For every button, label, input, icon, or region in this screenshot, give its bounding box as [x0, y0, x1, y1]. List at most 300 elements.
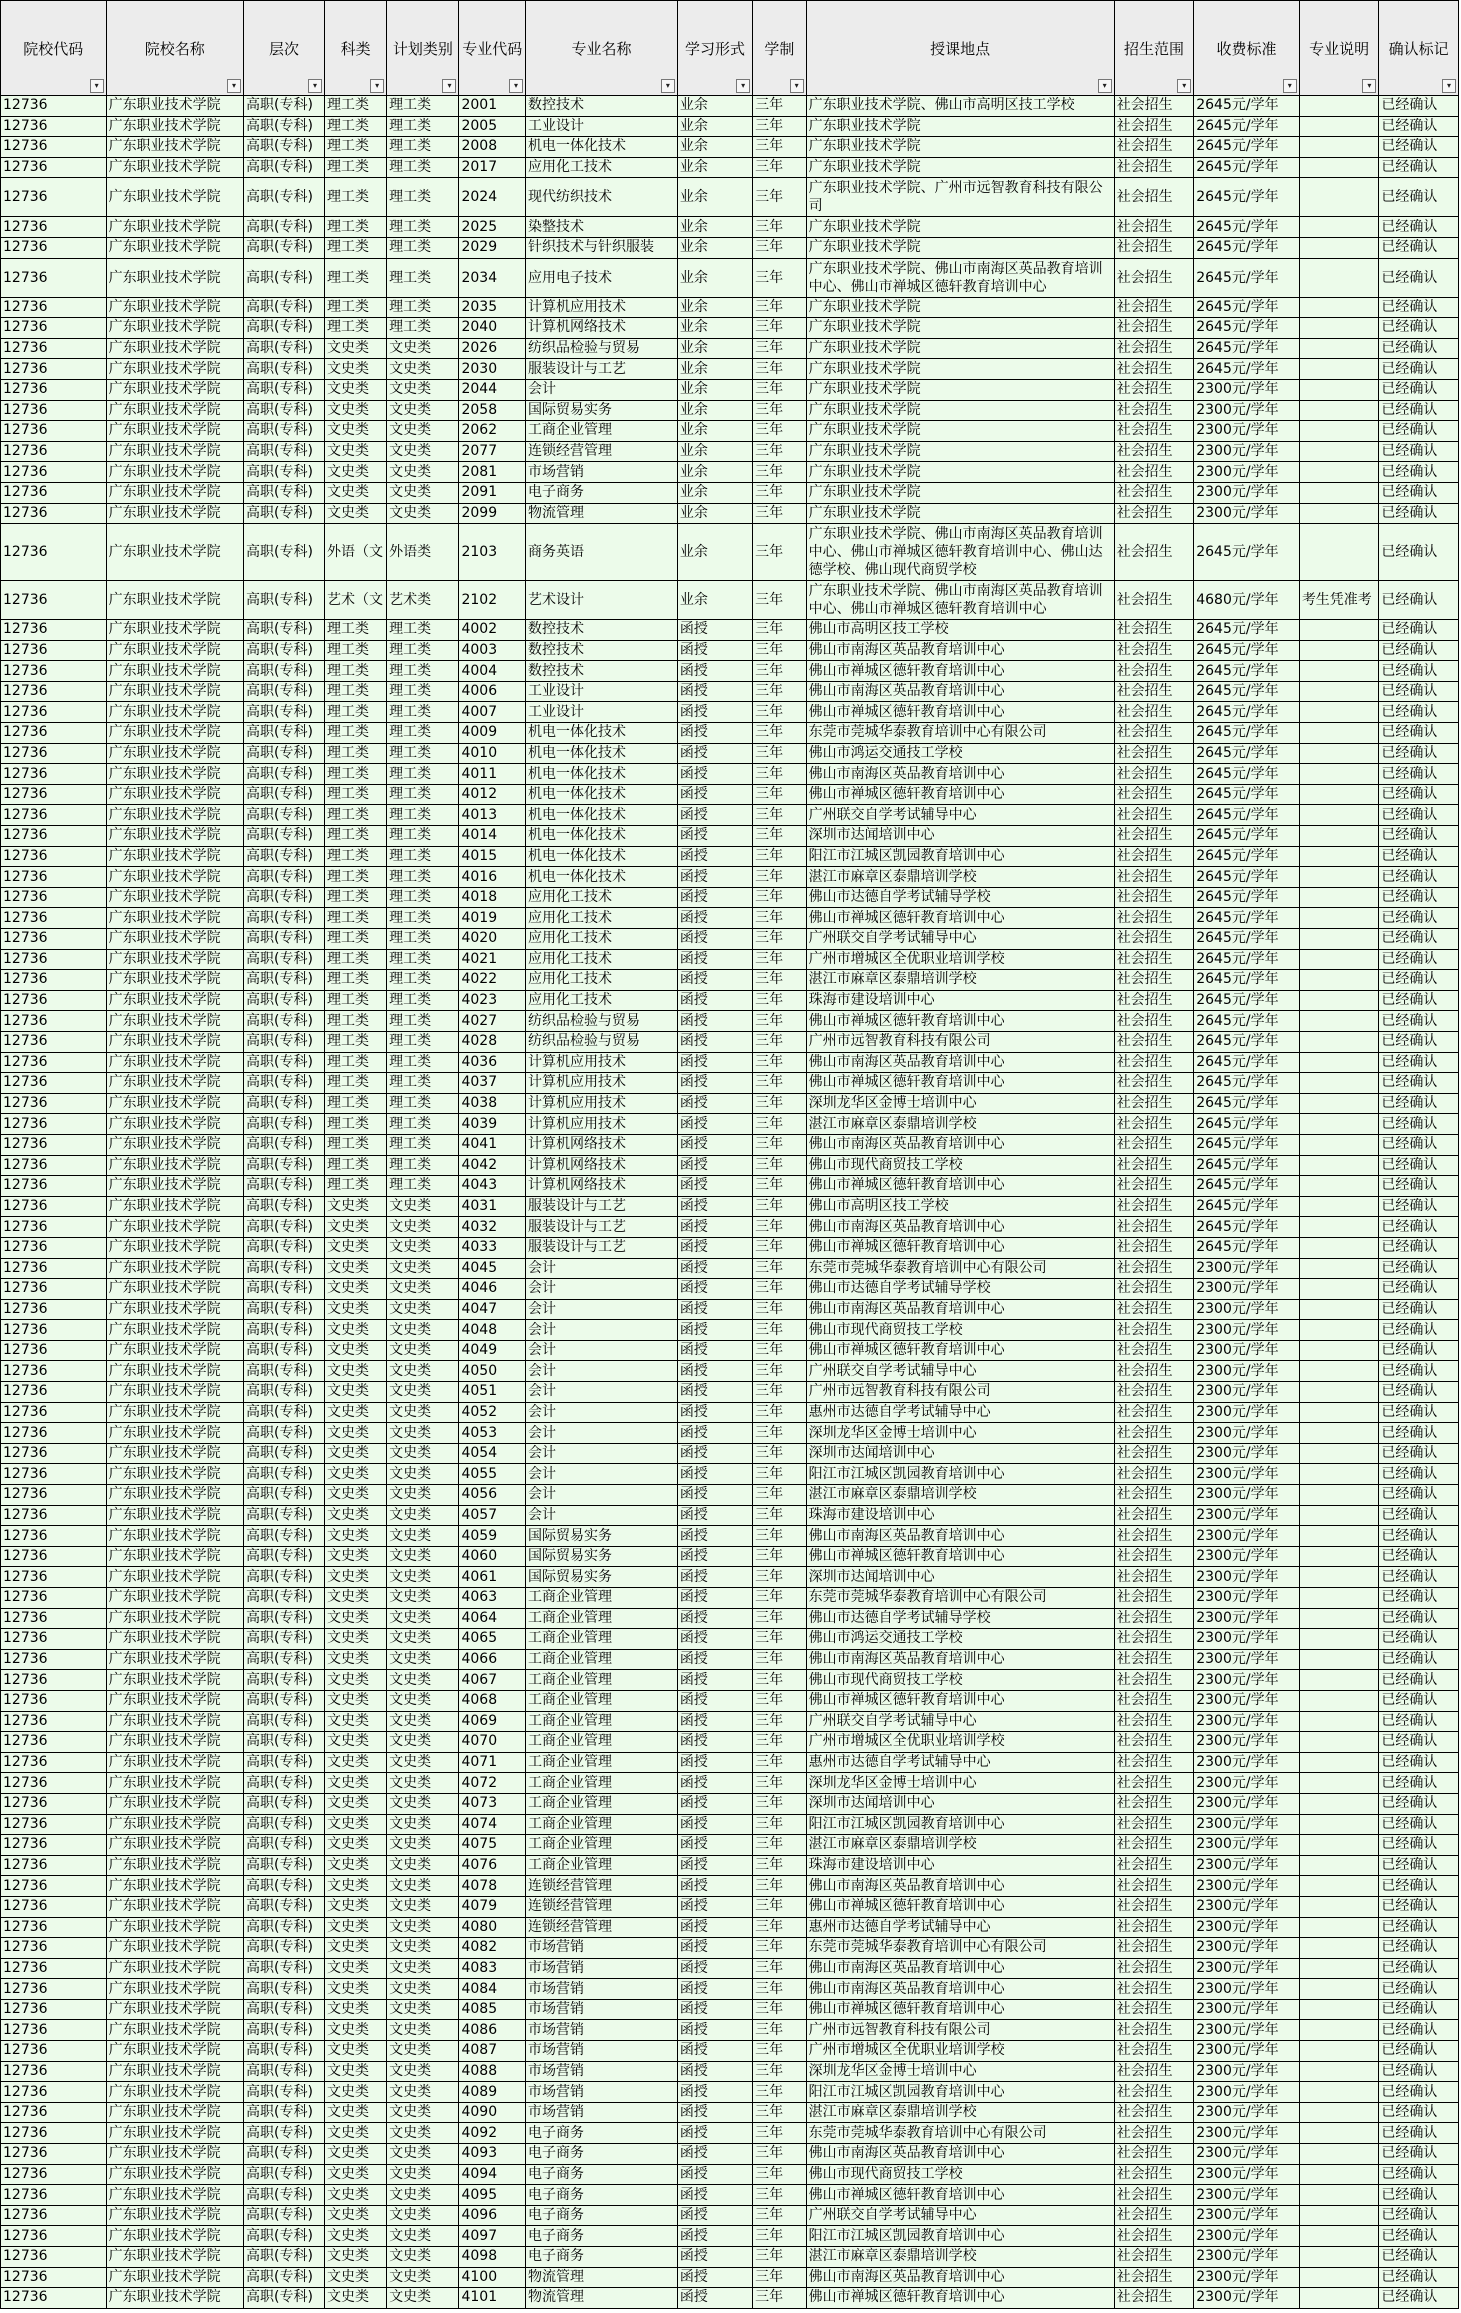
table-row[interactable]: [1, 1588, 1459, 1609]
cell-major-notes[interactable]: [1299, 1217, 1379, 1238]
cell-school-name[interactable]: 广东职业技术学院: [106, 1402, 243, 1423]
cell-level[interactable]: 高职(专科): [243, 1279, 324, 1300]
cell-major-code[interactable]: 4046: [459, 1279, 526, 1300]
cell-major-code[interactable]: 4013: [459, 805, 526, 826]
cell-level[interactable]: 高职(专科): [243, 1382, 324, 1403]
cell-major-code[interactable]: 4004: [459, 661, 526, 682]
cell-teaching-location[interactable]: 广州联交自学考试辅导中心: [806, 929, 1114, 950]
cell-plan-category[interactable]: 文史类: [387, 503, 459, 524]
cell-school-name[interactable]: 广东职业技术学院: [106, 1134, 243, 1155]
cell-plan-category[interactable]: 理工类: [387, 1114, 459, 1135]
cell-major-code[interactable]: 4039: [459, 1114, 526, 1135]
cell-major-code[interactable]: 4055: [459, 1464, 526, 1485]
cell-teaching-location[interactable]: 广州联交自学考试辅导中心: [806, 1361, 1114, 1382]
cell-enrollment-scope[interactable]: 社会招生: [1114, 2061, 1194, 2082]
cell-school-code[interactable]: 12736: [1, 2082, 107, 2103]
cell-duration[interactable]: 三年: [753, 1505, 807, 1526]
cell-major-name[interactable]: 会计: [526, 1299, 678, 1320]
cell-level[interactable]: 高职(专科): [243, 805, 324, 826]
cell-major-name[interactable]: 工商企业管理: [526, 421, 678, 442]
cell-major-name[interactable]: 纺织品检验与贸易: [526, 338, 678, 359]
cell-major-name[interactable]: 市场营销: [526, 462, 678, 483]
cell-fee-standard[interactable]: 2300元/学年: [1194, 2102, 1300, 2123]
cell-level[interactable]: 高职(专科): [243, 1670, 324, 1691]
cell-confirmation[interactable]: 已经确认: [1379, 462, 1459, 483]
cell-study-form[interactable]: 业余: [677, 258, 752, 297]
cell-fee-standard[interactable]: 2300元/学年: [1194, 2288, 1300, 2309]
cell-level[interactable]: 高职(专科): [243, 1711, 324, 1732]
cell-teaching-location[interactable]: 深圳龙华区金博士培训中心: [806, 1093, 1114, 1114]
cell-school-name[interactable]: 广东职业技术学院: [106, 867, 243, 888]
cell-subject-category[interactable]: 理工类: [324, 318, 386, 339]
cell-plan-category[interactable]: 文史类: [387, 1793, 459, 1814]
cell-school-name[interactable]: 广东职业技术学院: [106, 137, 243, 158]
cell-major-notes[interactable]: [1299, 441, 1379, 462]
cell-fee-standard[interactable]: 2645元/学年: [1194, 359, 1300, 380]
cell-duration[interactable]: 三年: [753, 1896, 807, 1917]
filter-dropdown-icon[interactable]: ▾: [1098, 79, 1112, 93]
cell-school-name[interactable]: 广东职业技术学院: [106, 1793, 243, 1814]
cell-enrollment-scope[interactable]: 社会招生: [1114, 1217, 1194, 1238]
cell-enrollment-scope[interactable]: 社会招生: [1114, 338, 1194, 359]
cell-school-name[interactable]: 广东职业技术学院: [106, 2061, 243, 2082]
cell-confirmation[interactable]: 已经确认: [1379, 1320, 1459, 1341]
cell-study-form[interactable]: 函授: [677, 681, 752, 702]
cell-enrollment-scope[interactable]: 社会招生: [1114, 1588, 1194, 1609]
cell-major-notes[interactable]: [1299, 2247, 1379, 2268]
cell-plan-category[interactable]: 文史类: [387, 1732, 459, 1753]
cell-teaching-location[interactable]: 佛山市禅城区德轩教育培训中心: [806, 661, 1114, 682]
cell-major-name[interactable]: 工商企业管理: [526, 1835, 678, 1856]
cell-study-form[interactable]: 函授: [677, 2247, 752, 2268]
cell-duration[interactable]: 三年: [753, 1567, 807, 1588]
cell-fee-standard[interactable]: 2300元/学年: [1194, 1938, 1300, 1959]
cell-major-notes[interactable]: [1299, 1855, 1379, 1876]
cell-level[interactable]: 高职(专科): [243, 1464, 324, 1485]
cell-major-notes[interactable]: [1299, 1711, 1379, 1732]
cell-confirmation[interactable]: 已经确认: [1379, 421, 1459, 442]
cell-duration[interactable]: 三年: [753, 1999, 807, 2020]
cell-duration[interactable]: 三年: [753, 2123, 807, 2144]
cell-major-notes[interactable]: [1299, 2082, 1379, 2103]
cell-subject-category[interactable]: 文史类: [324, 1690, 386, 1711]
cell-major-code[interactable]: 4075: [459, 1835, 526, 1856]
cell-fee-standard[interactable]: 2645元/学年: [1194, 237, 1300, 258]
cell-level[interactable]: 高职(专科): [243, 258, 324, 297]
cell-duration[interactable]: 三年: [753, 1938, 807, 1959]
cell-confirmation[interactable]: 已经确认: [1379, 1588, 1459, 1609]
cell-school-code[interactable]: 12736: [1, 1567, 107, 1588]
cell-level[interactable]: 高职(专科): [243, 1052, 324, 1073]
cell-teaching-location[interactable]: 佛山市南海区英品教育培训中心: [806, 2267, 1114, 2288]
cell-study-form[interactable]: 函授: [677, 949, 752, 970]
cell-level[interactable]: 高职(专科): [243, 2288, 324, 2309]
cell-major-code[interactable]: 4003: [459, 640, 526, 661]
cell-major-code[interactable]: 2103: [459, 524, 526, 581]
cell-subject-category[interactable]: 文史类: [324, 338, 386, 359]
cell-confirmation[interactable]: 已经确认: [1379, 1361, 1459, 1382]
cell-school-code[interactable]: 12736: [1, 2164, 107, 2185]
table-row[interactable]: [1, 949, 1459, 970]
cell-school-name[interactable]: 广东职业技术学院: [106, 2267, 243, 2288]
cell-major-notes[interactable]: [1299, 743, 1379, 764]
cell-subject-category[interactable]: 理工类: [324, 681, 386, 702]
cell-subject-category[interactable]: 理工类: [324, 929, 386, 950]
cell-school-name[interactable]: 广东职业技术学院: [106, 1711, 243, 1732]
cell-teaching-location[interactable]: 广东职业技术学院: [806, 421, 1114, 442]
cell-major-name[interactable]: 会计: [526, 1443, 678, 1464]
cell-school-name[interactable]: 广东职业技术学院: [106, 723, 243, 744]
cell-fee-standard[interactable]: 2645元/学年: [1194, 157, 1300, 178]
cell-enrollment-scope[interactable]: 社会招生: [1114, 887, 1194, 908]
cell-duration[interactable]: 三年: [753, 1217, 807, 1238]
cell-teaching-location[interactable]: 佛山市高明区技工学校: [806, 620, 1114, 641]
cell-major-name[interactable]: 电子商务: [526, 2205, 678, 2226]
cell-fee-standard[interactable]: 2300元/学年: [1194, 1917, 1300, 1938]
cell-duration[interactable]: 三年: [753, 1382, 807, 1403]
cell-level[interactable]: 高职(专科): [243, 2164, 324, 2185]
cell-study-form[interactable]: 函授: [677, 2164, 752, 2185]
cell-level[interactable]: 高职(专科): [243, 116, 324, 137]
cell-school-code[interactable]: 12736: [1, 1505, 107, 1526]
table-row[interactable]: [1, 1073, 1459, 1094]
table-row[interactable]: [1, 1402, 1459, 1423]
cell-level[interactable]: 高职(专科): [243, 1423, 324, 1444]
cell-level[interactable]: 高职(专科): [243, 784, 324, 805]
cell-duration[interactable]: 三年: [753, 1649, 807, 1670]
cell-confirmation[interactable]: 已经确认: [1379, 338, 1459, 359]
cell-confirmation[interactable]: 已经确认: [1379, 1258, 1459, 1279]
cell-study-form[interactable]: 业余: [677, 581, 752, 620]
cell-enrollment-scope[interactable]: 社会招生: [1114, 970, 1194, 991]
cell-major-name[interactable]: 纺织品检验与贸易: [526, 1031, 678, 1052]
cell-plan-category[interactable]: 文史类: [387, 1711, 459, 1732]
cell-subject-category[interactable]: 文史类: [324, 1196, 386, 1217]
cell-major-code[interactable]: 2024: [459, 178, 526, 217]
cell-confirmation[interactable]: 已经确认: [1379, 2185, 1459, 2206]
cell-level[interactable]: 高职(专科): [243, 702, 324, 723]
cell-teaching-location[interactable]: 东莞市莞城华泰教育培训中心有限公司: [806, 1938, 1114, 1959]
cell-major-notes[interactable]: [1299, 784, 1379, 805]
cell-plan-category[interactable]: 理工类: [387, 949, 459, 970]
cell-study-form[interactable]: 函授: [677, 764, 752, 785]
cell-major-code[interactable]: 2029: [459, 237, 526, 258]
table-row[interactable]: [1, 1938, 1459, 1959]
cell-duration[interactable]: 三年: [753, 2205, 807, 2226]
cell-study-form[interactable]: 函授: [677, 2020, 752, 2041]
cell-subject-category[interactable]: 理工类: [324, 1011, 386, 1032]
cell-teaching-location[interactable]: 深圳市达闻培训中心: [806, 1567, 1114, 1588]
cell-major-code[interactable]: 4060: [459, 1546, 526, 1567]
cell-level[interactable]: 高职(专科): [243, 1217, 324, 1238]
cell-school-code[interactable]: 12736: [1, 640, 107, 661]
cell-fee-standard[interactable]: 2300元/学年: [1194, 2144, 1300, 2165]
cell-major-name[interactable]: 物流管理: [526, 2267, 678, 2288]
table-row[interactable]: [1, 1835, 1459, 1856]
cell-duration[interactable]: 三年: [753, 297, 807, 318]
cell-school-name[interactable]: 广东职业技术学院: [106, 1608, 243, 1629]
table-row[interactable]: [1, 581, 1459, 620]
cell-major-notes[interactable]: [1299, 681, 1379, 702]
cell-major-name[interactable]: 机电一体化技术: [526, 137, 678, 158]
cell-major-code[interactable]: 4083: [459, 1958, 526, 1979]
cell-plan-category[interactable]: 文史类: [387, 1999, 459, 2020]
filter-dropdown-icon[interactable]: ▾: [661, 79, 675, 93]
cell-study-form[interactable]: 业余: [677, 237, 752, 258]
cell-fee-standard[interactable]: 2300元/学年: [1194, 482, 1300, 503]
cell-major-notes[interactable]: [1299, 1958, 1379, 1979]
cell-major-name[interactable]: 计算机网络技术: [526, 1176, 678, 1197]
cell-confirmation[interactable]: 已经确认: [1379, 178, 1459, 217]
cell-duration[interactable]: 三年: [753, 1031, 807, 1052]
cell-plan-category[interactable]: 文史类: [387, 2123, 459, 2144]
cell-subject-category[interactable]: 文史类: [324, 1896, 386, 1917]
cell-teaching-location[interactable]: 深圳市达闻培训中心: [806, 826, 1114, 847]
cell-teaching-location[interactable]: 佛山市禅城区德轩教育培训中心: [806, 1176, 1114, 1197]
cell-major-notes[interactable]: [1299, 1896, 1379, 1917]
cell-major-notes[interactable]: [1299, 1299, 1379, 1320]
cell-enrollment-scope[interactable]: 社会招生: [1114, 462, 1194, 483]
cell-major-notes[interactable]: [1299, 1876, 1379, 1897]
cell-school-name[interactable]: 广东职业技术学院: [106, 379, 243, 400]
cell-plan-category[interactable]: 理工类: [387, 826, 459, 847]
cell-confirmation[interactable]: 已经确认: [1379, 1793, 1459, 1814]
table-row[interactable]: [1, 743, 1459, 764]
cell-school-code[interactable]: 12736: [1, 887, 107, 908]
cell-duration[interactable]: 三年: [753, 379, 807, 400]
cell-level[interactable]: 高职(专科): [243, 1608, 324, 1629]
cell-subject-category[interactable]: 文史类: [324, 1670, 386, 1691]
cell-enrollment-scope[interactable]: 社会招生: [1114, 1855, 1194, 1876]
cell-subject-category[interactable]: 理工类: [324, 1155, 386, 1176]
cell-teaching-location[interactable]: 阳江市江城区凯园教育培训中心: [806, 1464, 1114, 1485]
cell-teaching-location[interactable]: 深圳市达闻培训中心: [806, 1793, 1114, 1814]
table-row[interactable]: [1, 1505, 1459, 1526]
cell-school-name[interactable]: 广东职业技术学院: [106, 1588, 243, 1609]
cell-study-form[interactable]: 业余: [677, 482, 752, 503]
cell-major-code[interactable]: 4045: [459, 1258, 526, 1279]
cell-subject-category[interactable]: 文史类: [324, 2247, 386, 2268]
cell-major-name[interactable]: 市场营销: [526, 2082, 678, 2103]
cell-major-notes[interactable]: [1299, 318, 1379, 339]
table-row[interactable]: [1, 482, 1459, 503]
cell-school-code[interactable]: 12736: [1, 400, 107, 421]
cell-major-code[interactable]: 4059: [459, 1526, 526, 1547]
cell-fee-standard[interactable]: 2645元/学年: [1194, 990, 1300, 1011]
cell-teaching-location[interactable]: 湛江市麻章区泰鼎培训学校: [806, 970, 1114, 991]
cell-subject-category[interactable]: 文史类: [324, 2267, 386, 2288]
cell-plan-category[interactable]: 文史类: [387, 1979, 459, 2000]
cell-school-name[interactable]: 广东职业技术学院: [106, 1443, 243, 1464]
cell-subject-category[interactable]: 理工类: [324, 1073, 386, 1094]
table-row[interactable]: [1, 1999, 1459, 2020]
cell-teaching-location[interactable]: 深圳龙华区金博士培训中心: [806, 1423, 1114, 1444]
cell-major-name[interactable]: 会计: [526, 1464, 678, 1485]
cell-major-notes[interactable]: [1299, 1031, 1379, 1052]
cell-major-code[interactable]: 4082: [459, 1938, 526, 1959]
cell-school-name[interactable]: 广东职业技术学院: [106, 1999, 243, 2020]
cell-major-name[interactable]: 计算机应用技术: [526, 1093, 678, 1114]
cell-major-notes[interactable]: [1299, 2164, 1379, 2185]
cell-level[interactable]: 高职(专科): [243, 1093, 324, 1114]
cell-confirmation[interactable]: 已经确认: [1379, 96, 1459, 117]
cell-school-name[interactable]: 广东职业技术学院: [106, 1629, 243, 1650]
cell-major-notes[interactable]: [1299, 620, 1379, 641]
cell-duration[interactable]: 三年: [753, 702, 807, 723]
cell-subject-category[interactable]: 理工类: [324, 1052, 386, 1073]
cell-fee-standard[interactable]: 2300元/学年: [1194, 1320, 1300, 1341]
cell-major-name[interactable]: 工商企业管理: [526, 1732, 678, 1753]
cell-subject-category[interactable]: 理工类: [324, 908, 386, 929]
cell-study-form[interactable]: 业余: [677, 503, 752, 524]
cell-fee-standard[interactable]: 2645元/学年: [1194, 1237, 1300, 1258]
cell-school-name[interactable]: 广东职业技术学院: [106, 1011, 243, 1032]
cell-major-code[interactable]: 4085: [459, 1999, 526, 2020]
cell-school-code[interactable]: 12736: [1, 1999, 107, 2020]
cell-plan-category[interactable]: 文史类: [387, 1752, 459, 1773]
cell-major-notes[interactable]: [1299, 2102, 1379, 2123]
table-row[interactable]: [1, 297, 1459, 318]
cell-confirmation[interactable]: 已经确认: [1379, 1382, 1459, 1403]
cell-confirmation[interactable]: 已经确认: [1379, 1031, 1459, 1052]
cell-study-form[interactable]: 函授: [677, 1732, 752, 1753]
cell-duration[interactable]: 三年: [753, 1711, 807, 1732]
cell-confirmation[interactable]: 已经确认: [1379, 1958, 1459, 1979]
cell-duration[interactable]: 三年: [753, 2288, 807, 2309]
table-row[interactable]: [1, 1155, 1459, 1176]
table-row[interactable]: [1, 1258, 1459, 1279]
filter-dropdown-icon[interactable]: ▾: [90, 79, 104, 93]
cell-school-code[interactable]: 12736: [1, 2205, 107, 2226]
cell-level[interactable]: 高职(专科): [243, 970, 324, 991]
cell-level[interactable]: 高职(专科): [243, 929, 324, 950]
cell-subject-category[interactable]: 文史类: [324, 2144, 386, 2165]
cell-confirmation[interactable]: 已经确认: [1379, 2205, 1459, 2226]
cell-major-name[interactable]: 数控技术: [526, 661, 678, 682]
cell-school-name[interactable]: 广东职业技术学院: [106, 1670, 243, 1691]
cell-school-name[interactable]: 广东职业技术学院: [106, 1114, 243, 1135]
cell-major-name[interactable]: 计算机网络技术: [526, 318, 678, 339]
cell-major-code[interactable]: 4071: [459, 1752, 526, 1773]
cell-confirmation[interactable]: 已经确认: [1379, 1402, 1459, 1423]
cell-duration[interactable]: 三年: [753, 2144, 807, 2165]
cell-level[interactable]: 高职(专科): [243, 1896, 324, 1917]
cell-school-code[interactable]: 12736: [1, 1176, 107, 1197]
cell-level[interactable]: 高职(专科): [243, 1526, 324, 1547]
cell-school-name[interactable]: 广东职业技术学院: [106, 1464, 243, 1485]
cell-school-name[interactable]: 广东职业技术学院: [106, 887, 243, 908]
cell-school-name[interactable]: 广东职业技术学院: [106, 1320, 243, 1341]
cell-major-name[interactable]: 应用化工技术: [526, 990, 678, 1011]
cell-major-name[interactable]: 应用电子技术: [526, 258, 678, 297]
cell-fee-standard[interactable]: 2300元/学年: [1194, 1649, 1300, 1670]
cell-fee-standard[interactable]: 2645元/学年: [1194, 661, 1300, 682]
cell-school-name[interactable]: 广东职业技术学院: [106, 1526, 243, 1547]
cell-plan-category[interactable]: 理工类: [387, 237, 459, 258]
cell-duration[interactable]: 三年: [753, 1423, 807, 1444]
cell-teaching-location[interactable]: 广州市增城区全优职业培训学校: [806, 1732, 1114, 1753]
cell-school-name[interactable]: 广东职业技术学院: [106, 400, 243, 421]
cell-fee-standard[interactable]: 2300元/学年: [1194, 2164, 1300, 2185]
cell-study-form[interactable]: 函授: [677, 1258, 752, 1279]
cell-confirmation[interactable]: 已经确认: [1379, 1752, 1459, 1773]
cell-major-notes[interactable]: [1299, 661, 1379, 682]
cell-enrollment-scope[interactable]: 社会招生: [1114, 2185, 1194, 2206]
cell-major-code[interactable]: 4063: [459, 1588, 526, 1609]
cell-level[interactable]: 高职(专科): [243, 524, 324, 581]
cell-confirmation[interactable]: 已经确认: [1379, 681, 1459, 702]
cell-confirmation[interactable]: 已经确认: [1379, 137, 1459, 158]
cell-major-code[interactable]: 2077: [459, 441, 526, 462]
cell-subject-category[interactable]: 理工类: [324, 743, 386, 764]
cell-teaching-location[interactable]: 广东职业技术学院: [806, 379, 1114, 400]
cell-confirmation[interactable]: 已经确认: [1379, 1196, 1459, 1217]
table-row[interactable]: [1, 1217, 1459, 1238]
cell-confirmation[interactable]: 已经确认: [1379, 846, 1459, 867]
cell-fee-standard[interactable]: 2300元/学年: [1194, 2041, 1300, 2062]
cell-major-notes[interactable]: [1299, 1114, 1379, 1135]
cell-major-code[interactable]: 4020: [459, 929, 526, 950]
cell-teaching-location[interactable]: 佛山市现代商贸技工学校: [806, 1320, 1114, 1341]
cell-school-code[interactable]: 12736: [1, 1649, 107, 1670]
cell-confirmation[interactable]: 已经确认: [1379, 990, 1459, 1011]
cell-enrollment-scope[interactable]: 社会招生: [1114, 805, 1194, 826]
cell-level[interactable]: 高职(专科): [243, 1485, 324, 1506]
cell-major-notes[interactable]: [1299, 2185, 1379, 2206]
cell-subject-category[interactable]: 文史类: [324, 2061, 386, 2082]
cell-study-form[interactable]: 函授: [677, 1299, 752, 1320]
cell-major-notes[interactable]: [1299, 2267, 1379, 2288]
cell-confirmation[interactable]: 已经确认: [1379, 640, 1459, 661]
cell-school-code[interactable]: 12736: [1, 2144, 107, 2165]
cell-study-form[interactable]: 函授: [677, 1896, 752, 1917]
cell-confirmation[interactable]: 已经确认: [1379, 1093, 1459, 1114]
cell-major-notes[interactable]: [1299, 2020, 1379, 2041]
cell-plan-category[interactable]: 文史类: [387, 1917, 459, 1938]
cell-major-name[interactable]: 工商企业管理: [526, 1855, 678, 1876]
cell-study-form[interactable]: 函授: [677, 1155, 752, 1176]
cell-major-name[interactable]: 应用化工技术: [526, 887, 678, 908]
cell-fee-standard[interactable]: 2645元/学年: [1194, 1093, 1300, 1114]
cell-enrollment-scope[interactable]: 社会招生: [1114, 681, 1194, 702]
cell-duration[interactable]: 三年: [753, 826, 807, 847]
cell-major-notes[interactable]: [1299, 1649, 1379, 1670]
cell-teaching-location[interactable]: 佛山市禅城区德轩教育培训中心: [806, 1546, 1114, 1567]
cell-teaching-location[interactable]: 湛江市麻章区泰鼎培训学校: [806, 2247, 1114, 2268]
cell-major-notes[interactable]: [1299, 2205, 1379, 2226]
cell-major-code[interactable]: 4006: [459, 681, 526, 702]
cell-fee-standard[interactable]: 2645元/学年: [1194, 805, 1300, 826]
cell-school-code[interactable]: 12736: [1, 1526, 107, 1547]
cell-teaching-location[interactable]: 佛山市南海区英品教育培训中心: [806, 1958, 1114, 1979]
cell-fee-standard[interactable]: 2300元/学年: [1194, 1588, 1300, 1609]
cell-major-notes[interactable]: [1299, 1526, 1379, 1547]
cell-fee-standard[interactable]: 2300元/学年: [1194, 1835, 1300, 1856]
cell-school-name[interactable]: 广东职业技术学院: [106, 1299, 243, 1320]
cell-confirmation[interactable]: 已经确认: [1379, 1052, 1459, 1073]
cell-major-name[interactable]: 连锁经营管理: [526, 1896, 678, 1917]
cell-study-form[interactable]: 函授: [677, 2226, 752, 2247]
cell-confirmation[interactable]: 已经确认: [1379, 1649, 1459, 1670]
cell-study-form[interactable]: 业余: [677, 178, 752, 217]
cell-teaching-location[interactable]: 佛山市禅城区德轩教育培训中心: [806, 1073, 1114, 1094]
cell-school-code[interactable]: 12736: [1, 462, 107, 483]
cell-study-form[interactable]: 函授: [677, 1196, 752, 1217]
cell-teaching-location[interactable]: 广东职业技术学院: [806, 157, 1114, 178]
table-row[interactable]: [1, 1134, 1459, 1155]
cell-plan-category[interactable]: 文史类: [387, 1608, 459, 1629]
cell-school-name[interactable]: 广东职业技术学院: [106, 970, 243, 991]
